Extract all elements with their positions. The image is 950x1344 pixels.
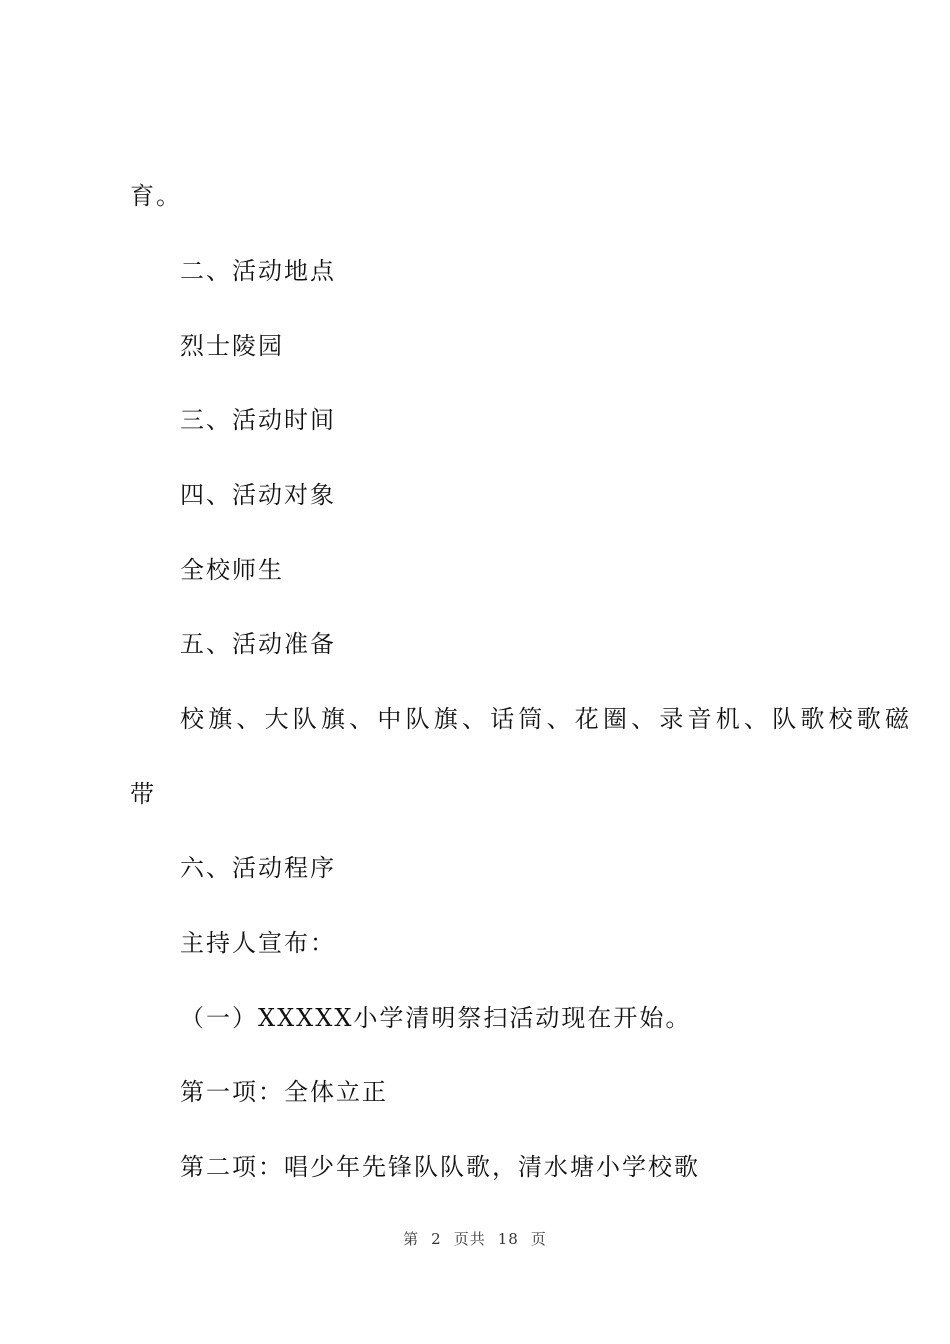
footer-prefix: 第 [403,1230,420,1248]
footer-middle: 页共 [453,1230,486,1248]
footer-current-page: 2 [431,1230,442,1248]
text-line-audience: 全校师生 [180,556,284,584]
text-line-item-one: 第一项：全体立正 [180,1078,388,1106]
text-line-host: 主持人宣布： [180,929,336,957]
section-heading-preparation: 五、活动准备 [180,630,336,658]
footer-total-pages: 18 [497,1230,519,1248]
text-line-preparation: 校旗、大队旗、中队旗、话筒、花圈、录音机、队歌校歌磁 [180,705,914,733]
section-heading-location: 二、活动地点 [180,257,336,285]
text-line-preparation-cont: 带 [130,780,156,808]
section-heading-procedure: 六、活动程序 [180,854,336,882]
footer-suffix: 页 [530,1230,547,1248]
text-line-continuation: 育。 [130,182,182,210]
text-line-item-two: 第二项：唱少年先锋队队歌，清水塘小学校歌 [180,1153,700,1181]
section-heading-time: 三、活动时间 [180,406,336,434]
page-footer [0,1229,950,1249]
text-line-location: 烈士陵园 [180,332,284,360]
text-line-opening: （一）XXXXX小学清明祭扫活动现在开始。 [180,1004,692,1032]
section-heading-audience: 四、活动对象 [180,481,336,509]
